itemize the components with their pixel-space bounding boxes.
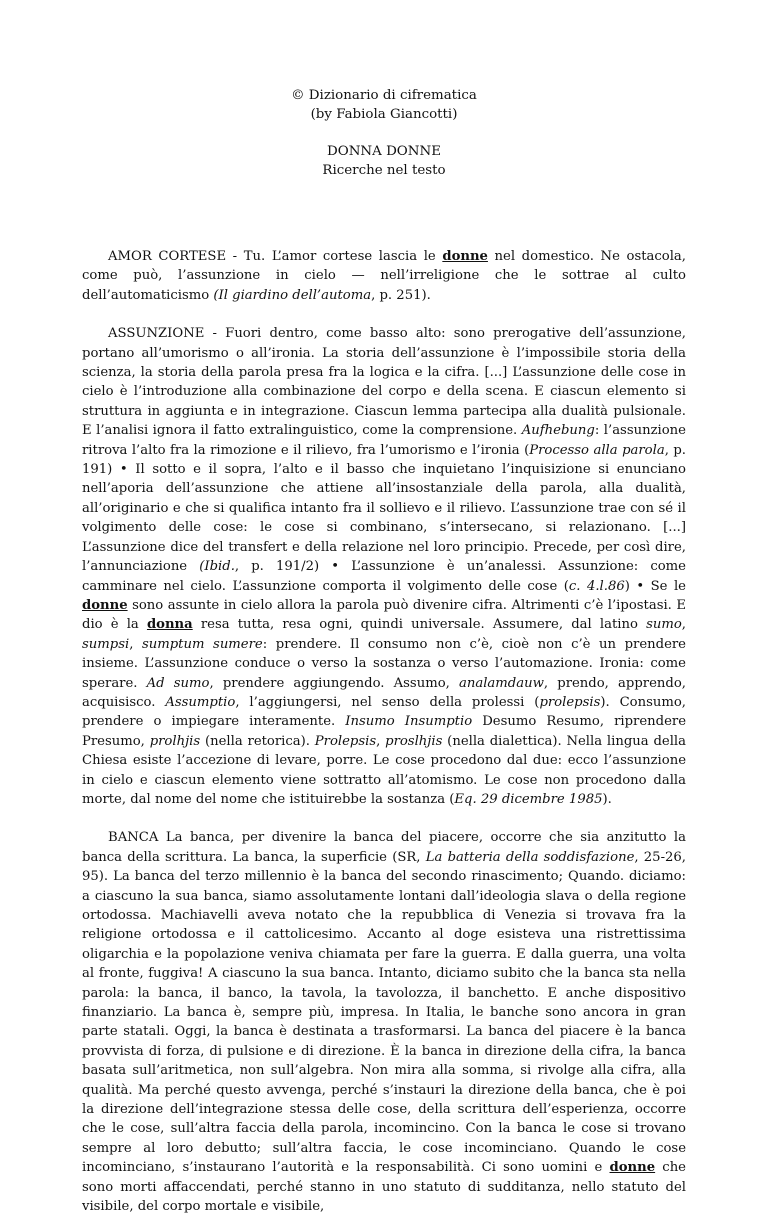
- italic-text: Eq. 29 dicembre 1985: [454, 791, 603, 807]
- entry-text: ). Consumo, prendere o impiegare interamente.: [82, 694, 686, 730]
- author-line: (by Fabiola Giancotti): [310, 107, 458, 122]
- italic-text: La batteria della soddisfazione: [425, 849, 635, 865]
- entry-text: , prendo, apprendo, acquisisco.: [82, 675, 686, 710]
- topic-title: DONNA DONNE: [327, 144, 441, 159]
- entry-text: : l’assunzione ritrova l’alto fra la rimozione e il rilievo, fra l’umorismo e l’ironia (: [82, 423, 686, 458]
- highlighted-keyword: donne: [82, 597, 128, 613]
- entry-text: Desumo Resumo, riprendere Presumo,: [82, 714, 686, 749]
- entry-text: ASSUNZIONE - Fuori dentro, come basso alto: sono prerogative dell’assunzione, portano all’umorismo o all’ironia. La storia dell’assunzione è l’impossibile storia della scienza, la storia della parola presa fra la logica e la cifra. [...] L’assunzione delle cose in cielo è l’introduzione alla combinazione del corpo e della scena. E ciascun elemento si struttura in aggiunta e in integrazione. Ciascun lemma partecipa alla dualità pulsionale. E l’analisi ignora il fatto extralinguistico, come la comprensione.: [82, 326, 686, 439]
- italic-text: proslhjis: [385, 733, 443, 749]
- italic-text: c. 4.l.86: [568, 578, 625, 594]
- highlighted-keyword: donna: [146, 617, 193, 633]
- italic-text: sumptum sumere: [141, 636, 263, 652]
- italic-text: sumpsi: [82, 636, 130, 652]
- italic-text: Ad sumo: [146, 675, 210, 691]
- document-header: [82, 86, 686, 180]
- topic-subtitle: Ricerche nel testo: [322, 163, 446, 178]
- entry-text: ).: [602, 791, 612, 807]
- italic-text: sumo: [646, 617, 682, 633]
- entry-text: AMOR CORTESE - Tu. L’amor cortese lascia le: [108, 249, 443, 264]
- italic-text: (Ibid.: [199, 559, 235, 575]
- italic-text: prolhjis: [149, 733, 201, 749]
- italic-text: analamdauw: [459, 675, 544, 691]
- entry-text: ,: [681, 617, 686, 633]
- entry-text: , p. 191) • Il sotto e il sopra, l’alto e il basso che inquietano l’inquisizione si enunciano nell’aporia dell’assunzione che attiene all’insostanziale della parola, alla dualità, all’originario e che si qualifica intanto fra il sollievo e il rilievo. L’assunzione trae con sé il volgimento delle cose: le cose si combinano, s’intersecano, si relazionano. [...] L’assunzione dice del transfert e della relazione nel loro principio. Precede, per così dire, l’annunciazione: [82, 442, 687, 575]
- italic-text: Insumo Insumptio: [345, 714, 473, 730]
- entry-text: BANCA La banca, per divenire la banca del piacere, occorre che sia anzitutto la banca della scrittura. La banca, la superficie (SR,: [82, 830, 686, 865]
- italic-text: Assumptio: [165, 694, 236, 710]
- copyright-line: © Dizionario di cifrematica: [291, 88, 477, 103]
- entry-text: che sono morti affaccendati, perché stanno in uno statuto di sudditanza, nello statuto del visibile, del corpo mortale e visibile,: [82, 1160, 686, 1215]
- entry-text: , prendere aggiungendo. Assumo,: [209, 675, 459, 691]
- entry-amor-cortese: [82, 247, 686, 305]
- italic-text: Processo alla parola: [529, 442, 665, 458]
- entry-assunzione: [82, 324, 686, 809]
- entry-banca: [82, 828, 686, 1216]
- entry-text: : prendere. Il consumo non c’è, cioè non c’è un prendere insieme. L’assunzione conduce o verso la sostanza o verso l’automazione. Ironia: come sperare.: [82, 636, 686, 691]
- highlighted-keyword: donne: [442, 249, 488, 264]
- entry-text: sono assunte in cielo allora la parola può divenire cifra. Altrimenti c’è l’ipostasi. E dio è la: [82, 597, 686, 633]
- entry-text: , p. 191/2) • L’assunzione è un’analessi. Assunzione: come camminare nel cielo. L’assunzione comporta il volgimento delle cose (: [82, 559, 686, 594]
- entry-text: resa tutta, resa ogni, quindi universale. Assumere, dal latino: [192, 617, 647, 633]
- italic-text: Aufhebung: [521, 423, 595, 439]
- entry-text: (nella retorica).: [200, 733, 315, 749]
- entry-text: , 25-26, 95). La banca del terzo millennio è la banca del secondo rinascimento; Quando. diciamo: a ciascuno la sua banca, siamo assolutamente lontani dall’ideologia slava o della regione ortodossa. Machiavelli aveva notato che la repubblica di Venezia si trovava fra la religione ortodossa e il cattolicesimo. Accanto al doge esisteva una ristrettissima oligarchia e la popolazione veniva chiamata per fare la guerra. E dalla guerra, una volta al fronte, fuggiva! A ciascuno la sua banca. Intanto, diciamo subito che la banca sta nella parola: la banca, il banco, la tavola, la tavolozza, il banchetto. E anche dispositivo finanziario. La banca è, sempre più, impresa. In Italia, le banche sono ancora in gran parte statali. Oggi, la banca è destinata a trasformarsi. La banca del piacere è la banca provvista di forza, di pulsione e di direzione. È la banca in direzione della cifra, la banca basata sull’aritmetica, non sull’algebra. Non mira alla somma, si rivolge alla cifra, alla qualità. Ma perché questo avvenga, perché s’instauri la direzione della banca, che è poi la direzione dell’integrazione stessa delle cose, della scrittura dell’esperienza, occorre che le cose, sull’altra faccia della parola, incomincino. Con la banca le cose si trovano sempre al loro debutto; sull’altra faccia, le cose incominciano. Quando le cose incominciano, s’instaurano l’autorità e la responsabilità. Ci sono uomini e: [82, 849, 686, 1176]
- entry-text: , p. 251).: [371, 287, 431, 303]
- entry-text: ,: [129, 636, 142, 652]
- italic-text: Prolepsis: [314, 733, 377, 749]
- italic-text: prolepsis: [539, 694, 601, 710]
- entry-text: ,: [376, 733, 386, 749]
- highlighted-keyword: donne: [609, 1160, 656, 1176]
- entry-text: nel domestico. Ne ostacola, come può, l’assunzione in cielo — nell’irreligione che le sottrae al culto dell’automaticismo: [82, 249, 686, 303]
- entry-text: (nella dialettica). Nella lingua della Chiesa esiste l’accezione di levare, porre. Le cose procedono dal due: ecco l’assunzione in cielo e ciascun elemento viene sottratto all’atomismo. Le cose non procedono dalla morte, dal nome del nome che istituirebbe la sostanza (: [82, 733, 686, 807]
- entry-text: ) • Se le: [624, 578, 686, 594]
- entry-text: , l’aggiungersi, nel senso della prolessi (: [235, 694, 540, 710]
- dictionary-entries: [82, 247, 686, 1217]
- italic-text: (Il giardino dell’automa: [213, 287, 372, 303]
